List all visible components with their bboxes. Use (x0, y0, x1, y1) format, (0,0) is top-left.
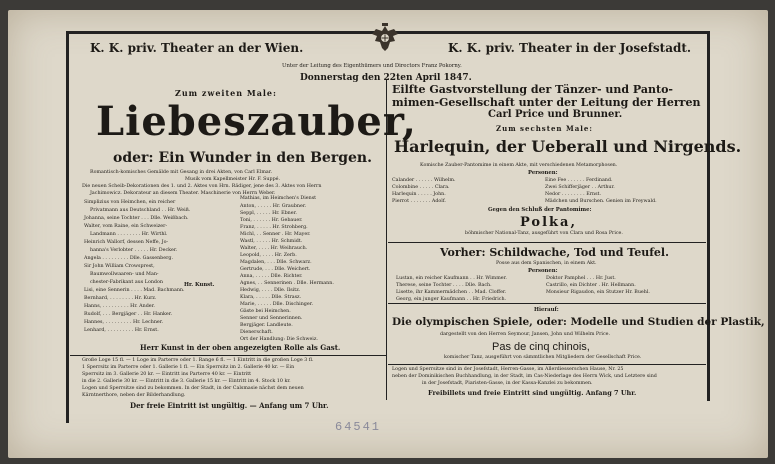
right-pas-note: komischer Tanz, ausgeführt von sämmtlichen Mitgliedern der Gesellschaft Price. (444, 355, 642, 360)
price-line: neben der Dominikischen Buchhandlung, in der Stadt, im Cas-Niederlage des Herrn Wick, und Letztere sind (392, 374, 657, 379)
cast-line: Mädchen und Burschen. Genien im Freywald. (545, 199, 657, 204)
cast-line: Angela . . . . . . . . . Dlle. Gassenberg. (84, 256, 173, 261)
right-vorher-genre: Posse aus dem Spanischen, in einem Akt. (496, 261, 597, 266)
cast-line: Castrillo, ein Dichter . Hr. Hellmann. (546, 283, 636, 288)
cast-line: Sir John William Crowsprest, (84, 264, 155, 269)
price-line: Kärntnerthore, neben der Bilderhandlung. (82, 393, 186, 398)
cast-mid-line: Leopold, . . . . Hr. Zerb. (240, 253, 297, 258)
right-divider-2 (388, 303, 706, 304)
header-theater-wien: K. K. priv. Theater an der Wien. (90, 41, 304, 55)
header-direction: Unter der Leitung des Eigenthümers und Directors Franz Pokorny. (282, 63, 462, 69)
right-line-3: Carl Price und Brunner. (488, 109, 623, 120)
price-line: 1 Sperrsitz im Parterre oder 1. Gallerie 1 fl. — Ein Sperrsitz im 2. Gallerie 40 kr. — Ein (82, 365, 295, 370)
right-divider-1 (388, 242, 706, 243)
left-guest-note: Herr Kunst in der oben angezeigten Rolle als Gast. (140, 343, 341, 352)
cast-mid-line: Marie, . . . . . Dlle. Dischinger. (240, 302, 313, 307)
imperial-eagle-crest (368, 22, 402, 54)
price-line: in die 2. Gallerie 30 kr. — Eintritt in die 3. Gallerie 15 kr. — Eintritt im 4. Stock 10 kr. (82, 379, 291, 384)
frame-left-rule (66, 31, 69, 423)
cast-line: Baumwollwaaren- und Man- (90, 272, 159, 277)
cast-line: Colombine . . . . . Clara. (392, 185, 450, 190)
right-footer: Freibillets und freie Eintritt sind ungültig. Anfang 7 Uhr. (428, 389, 637, 397)
right-personen-2: Personen: (528, 268, 558, 274)
header-theater-josefstadt: K. K. priv. Theater in der Josefstadt. (448, 41, 692, 55)
price-line: Sperrsitz im 3. Gallerie 20 kr. — Eintritt ins Parterre 40 kr. — Eintritt (82, 372, 252, 377)
cast-line: Zwei Schifferjäger . . Arthur. (545, 185, 615, 190)
right-vorher: Vorher: Schildwache, Tod und Teufel. (440, 246, 669, 259)
cast-mid-line: Anton, . . . . . Hr. Graubner. (240, 204, 307, 209)
right-intro: Zum sechsten Male: (496, 124, 593, 133)
cast-line: chester-Fabrikant aus London (90, 280, 163, 285)
cast-line: Monsieur Rigaudon, ein Stutzer Hr. Buehl. (546, 290, 650, 295)
left-footer: Der freie Eintritt ist ungültig. — Anfang um 7 Uhr. (130, 401, 329, 410)
cast-kunst: Hr. Kunst. (184, 282, 215, 288)
cast-line: Lustan, ein reicher Kaufmann . . Hr. Wimmer. (396, 276, 507, 281)
price-line: Logen und Sperrsitze sind in der Josefstadt, Herren-Gasse, im Allerdiesserschen Hause, Nr. 25 (392, 367, 624, 372)
cast-line: Simplizius von Heimchen, ein reicher (84, 200, 176, 205)
right-polka-note: böhmischer National-Tanz, ausgeführt von Clara und Rosa Price. (465, 231, 623, 236)
cast-line: Hannes, . . . . . . . . . Hr. Lechner. (84, 320, 164, 325)
cast-line: Therese, seine Tochter . . . . Dlle. Bach. (396, 283, 492, 288)
cast-line: Privatmann aus Deutschland . . Hr. Weiß. (90, 208, 191, 213)
cast-line: Pierrot . . . . . . . Adolf. (392, 199, 446, 204)
cast-mid-line: Gäste bei Heimchen. (240, 309, 291, 314)
left-decor-1: Die neuen Scheib-Dekorationen des 1. und 2. Aktes von Hrn. Rädiger, jene des 3. Aktes von Herrn (82, 184, 322, 189)
cast-handlung: Ort der Handlung: Die Schweiz. (240, 337, 318, 342)
price-line: in der Josefstadt, Piaristen-Gasse, in der Kassa-Kanzlei zu bekommen. (422, 381, 593, 386)
cast-mid-line: Agnes, . . Sennerinen . Dlle. Hermann. (240, 281, 334, 286)
cast-mid-line: Magdalen, . . . Dlle. Schwarz. (240, 260, 312, 265)
cast-line: Lisi, eine Sennerin . . . . Mad. Bachmann. (84, 288, 185, 293)
cast-line: Calander . . . . . . Wilhelm. (392, 178, 456, 183)
cast-line: Hanns, . . . . . . . . . Hr. Ander. (84, 304, 155, 309)
header-date: Donnerstag den 22ten April 1847. (300, 73, 472, 83)
right-spiele-note: dargestellt von den Herren Seymour, Jansen, John und Wilhelm Price. (440, 332, 611, 337)
right-line-2: mimen-Gesellschaft unter der Leitung der Herren (392, 96, 701, 109)
price-line: Große Loge 15 fl. — 1 Loge im Parterre oder 1. Range 6 fl. — 1 Eintritt in die großen Loge 3 fl. (82, 358, 314, 363)
cast-mid-line: Hedwig, . . . . Dlle. Ilsitz. (240, 288, 301, 293)
right-polka: Polka, (520, 215, 577, 230)
cast-mid-line: Franz, . . . . . Hr. Strohberg. (240, 225, 308, 230)
cast-mid-line: Michl, . . Senner . Hr. Mayer. (240, 232, 311, 237)
cast-mid-line: Seppl, . . . . . Hr. Ebner. (240, 211, 297, 216)
left-genre: Romantisch-komisches Gemälde mit Gesang in drei Akten, von Carl Elmar. (90, 170, 273, 175)
cast-line: Landmann . . . . . . . . Hr. Wirthl. (90, 232, 168, 237)
cast-mid-line: Walter, . . . . Hr. Weihrauch. (240, 246, 308, 251)
cast-line: hanna's Verlobter . . . . . Hr. Decker. (90, 248, 178, 253)
cast-line: Harlequin . . . . . John. (392, 192, 446, 197)
cast-line: Eine Fee . . . . . . Ferdinand. (545, 178, 613, 183)
cast-line: Nedor . . . . . . . . Ernst. (545, 192, 602, 197)
right-genre: Komische Zauber-Pantomime in einem Akte, mit verschiedenen Metamorphosen. (420, 163, 618, 168)
cast-line: Heinrich Wallorf, dessen Neffe, Jo- (84, 240, 169, 245)
frame-right-rule (707, 31, 710, 401)
cast-mid-line: Anna, . . . . . Dlle. Richter. (240, 274, 303, 279)
cast-mid-line: Klara, . . . . . Dlle. Strasz. (240, 295, 302, 300)
left-prices-rule (70, 355, 386, 356)
cast-mid-line: Toni, . . . . . . Hr. Gebauer. (240, 218, 303, 223)
right-pas: Pas de cinq chinois, (492, 341, 590, 353)
cast-line: Bernhard, . . . . . . . . Hr. Kurz. (84, 296, 157, 301)
right-line-1: Eilfte Gastvorstellung der Tänzer- und Panto- (392, 83, 673, 96)
cast-line: Rudolf, . . . Bergjäger . . Hr. Hanker. (84, 312, 173, 317)
cast-mid-line: Bergjäger. Landleute. (240, 323, 293, 328)
cast-line: Johanna, seine Tochter . . . Dlle. Weißbach. (84, 216, 189, 221)
cast-line: Doktor Pamphel . . . Hr. Just. (546, 276, 616, 281)
right-spiele: Die olympischen Spiele, oder: Modelle und Studien der Plastik, (392, 316, 765, 328)
left-subtitle: oder: Ein Wunder in den Bergen. (113, 150, 372, 166)
cast-line: Lenhard, . . . . . . . . . Hr. Ernst. (84, 328, 159, 333)
left-music: Musik vom Kapellmeister Hr. F. Suppé. (185, 177, 280, 182)
right-title: Harlequin, der Ueberall und Nirgends. (394, 137, 742, 156)
cast-line: Lisette, ihr Kammermädchen . . Mad. Cloffer. (396, 290, 507, 295)
archive-stamp: 64541 (335, 420, 382, 434)
right-end-note: Gegen den Schluß der Pantomime: (488, 207, 592, 213)
left-decor-2: Jachimowicz. Dekorateur an diesem Theater. Maschinerie von Herrn Weber. (90, 191, 276, 196)
left-title: Liebeszauber, (96, 98, 417, 145)
cast-mid-line: Gertrude, . . . Dlle. Weichert. (240, 267, 311, 272)
right-prices-rule (388, 364, 706, 365)
cast-mid-line: Wastl, . . . . . Hr. Schmidt. (240, 239, 303, 244)
right-personen: Personen: (528, 170, 558, 176)
cast-mid-line: Dienerschaft. (240, 330, 273, 335)
price-line: Logen und Sperrsitze sind zu bekommen. In der Stadt, in der Calsmasie nächst dem neuen (82, 386, 304, 391)
cast-mid-line: Senner und Sennerinnen. (240, 316, 303, 321)
cast-mid-header: Mathias, im Heimchen's Dienst (240, 196, 317, 201)
cast-line: Walter, vom Raine, ein Schweizer- (84, 224, 168, 229)
left-intro: Zum zweiten Male: (175, 88, 277, 98)
right-hierauf: Hierauf: (534, 307, 559, 313)
cast-line: Georg, ein junger Kaufmann . . Hr. Friedrich. (396, 297, 507, 302)
